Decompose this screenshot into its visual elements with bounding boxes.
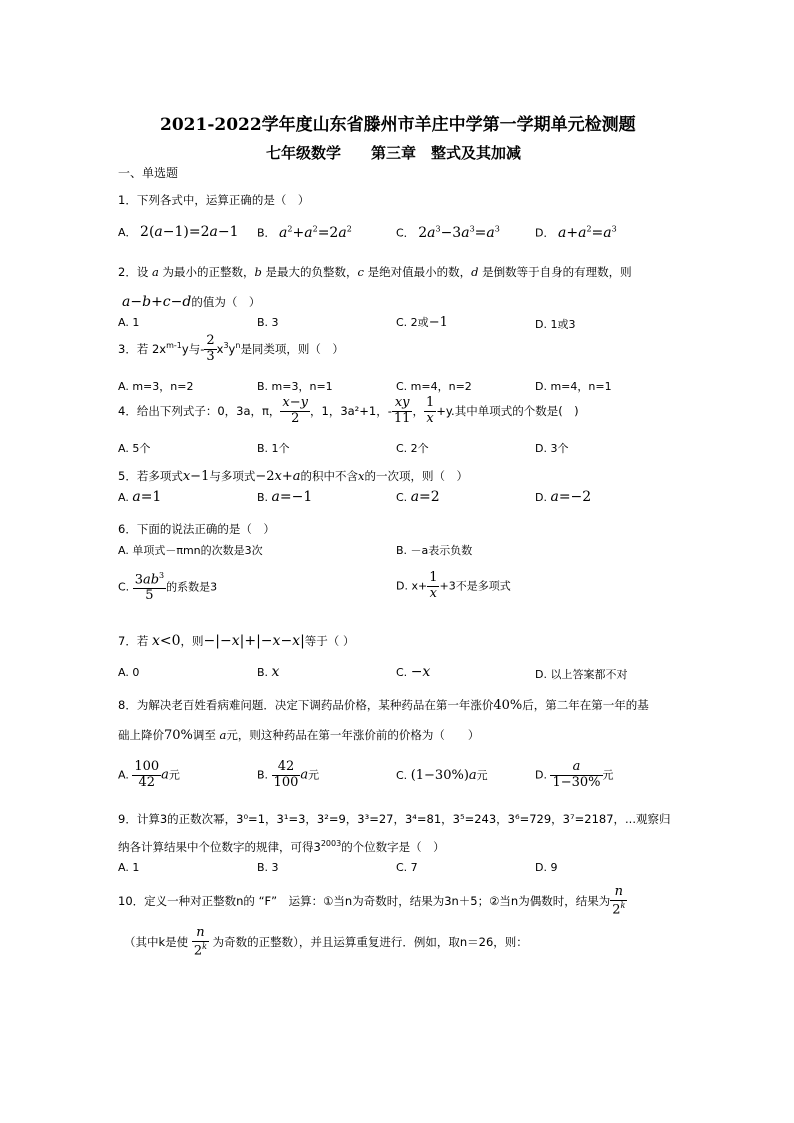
question-3-stem: 3．若 $2x^{m-1}y$与- $\frac{2}{3}$ $x^3y^n$是同类项，则（ ）	[118, 333, 344, 364]
q5-option-c: C. a=2	[396, 489, 440, 505]
q7-option-b: B. x	[257, 664, 280, 680]
q9-option-c: C. 7	[396, 861, 418, 874]
q4-option-a: A. 5个	[118, 442, 151, 455]
q3-option-d: D. m=4，n=1	[535, 380, 612, 393]
q6-option-b: B. －a表示负数	[396, 544, 473, 557]
q8-option-d: D. $\frac{a}{1-30\%}$ 元	[535, 759, 614, 790]
page-title: 2021-2022学年度山东省滕州市羊庄中学第一学期单元检测题	[160, 115, 636, 135]
q8-option-a: A. $\frac{100}{42}$ a元	[118, 759, 180, 790]
q1-option-b: B． $a^2+a^2=2a^2$	[257, 224, 352, 241]
q1-option-a: A． 2(a−1)=2a−1	[118, 224, 239, 240]
question-2-line2: a−b+c−d的值为（ ）	[122, 294, 261, 310]
q3-option-b: B. m=3，n=1	[257, 380, 333, 393]
q6-option-a: A. 单项式－πmn的次数是3次	[118, 544, 263, 557]
q2-option-b: B. 3	[257, 316, 279, 329]
q5-option-b: B. a=−1	[257, 489, 313, 505]
question-5-stem: 5．若多项式x−1与多项式−2x+a的积中不含x的一次项，则（ ）	[118, 469, 469, 484]
q4-option-d: D. 3个	[535, 442, 569, 455]
question-10-line1: 10．定义一种对正整数n的 “F” 运算：①当n为奇数时，结果为3n＋5；②当n为偶数时，结果为 $\frac{n}{2^k}$	[118, 884, 626, 918]
q3-option-a: A. m=3，n=2	[118, 380, 194, 393]
question-9-line2: 纳各计算结果中个位数字的规律，可得$3^{2003}$的个位数字是（ ）	[118, 839, 445, 854]
q5-option-d: D. a=−2	[535, 489, 592, 505]
question-10-line2: （其中k是使 $\frac{n}{2^k}$ 为奇数的正整数），并且运算重复进行．例如，取n＝26，则：	[124, 925, 528, 959]
q7-option-d: D. 以上答案都不对	[535, 668, 628, 681]
question-1-stem: 1．下列各式中，运算正确的是（ ）	[118, 193, 310, 207]
q5-option-a: A. a=1	[118, 489, 162, 505]
q7-option-a: A. 0	[118, 666, 140, 679]
q8-option-b: B. $\frac{42}{100}$ a元	[257, 759, 320, 790]
q4-option-b: B. 1个	[257, 442, 290, 455]
q2-option-c: C. 2或−1	[396, 315, 448, 330]
q9-option-b: B. 3	[257, 861, 279, 874]
question-8-line2: 础上降价70%调至 a元，则这种药品在第一年涨价前的价格为（ ）	[118, 728, 480, 743]
page-subtitle: 七年级数学 第三章 整式及其加减	[266, 144, 522, 162]
q9-option-d: D. 9	[535, 861, 558, 874]
q7-option-c: C. −x	[396, 664, 431, 680]
section-heading: 一、单选题	[118, 166, 179, 180]
question-9-line1: 9．计算3的正数次幂，3⁰=1，3¹=3，3²=9，3³=27，3⁴=81，3⁵=243，3⁶=729，3⁷=2187，...观察归	[118, 812, 671, 826]
question-6-stem: 6．下面的说法正确的是（ ）	[118, 522, 275, 536]
question-8-line1: 8．为解决老百姓看病难问题．决定下调药品价格，某种药品在第一年涨价40%后，第二年在第一年的基	[118, 698, 649, 713]
q8-option-c: C. (1−30%)a元	[396, 768, 488, 783]
q3-option-c: C. m=4，n=2	[396, 380, 472, 393]
question-2-stem: 2．设 a 为最小的正整数，b 是最大的负整数，c 是绝对值最小的数，d 是倒数等于自身的有理数，则	[118, 265, 632, 279]
q1-option-c: C． $2a^3-3a^3=a^3$	[396, 224, 500, 241]
q6-option-c: C. $\frac{3ab^3}{5}$ 的系数是3	[118, 571, 218, 604]
q1-option-d: D． $a+a^2=a^3$	[535, 224, 617, 241]
q9-option-a: A. 1	[118, 861, 140, 874]
q6-option-d: D. x+ $\frac{1}{x}$ +3不是多项式	[396, 570, 511, 601]
q4-option-c: C. 2个	[396, 442, 429, 455]
q2-option-a: A. 1	[118, 316, 140, 329]
q2-option-d: D. 1或3	[535, 318, 576, 331]
question-4-stem: 4．给出下列式子：0，3a，π， $\frac{x-y}{2}$ ，1，3a²+1，- $\frac{xy}{11}$ ， $\frac{1}{x}$ +y.其中单项式的个数是( )	[118, 395, 579, 426]
question-7-stem: 7．若 x<0，则−|−x|+|−x−x|等于（ ）	[118, 633, 355, 649]
